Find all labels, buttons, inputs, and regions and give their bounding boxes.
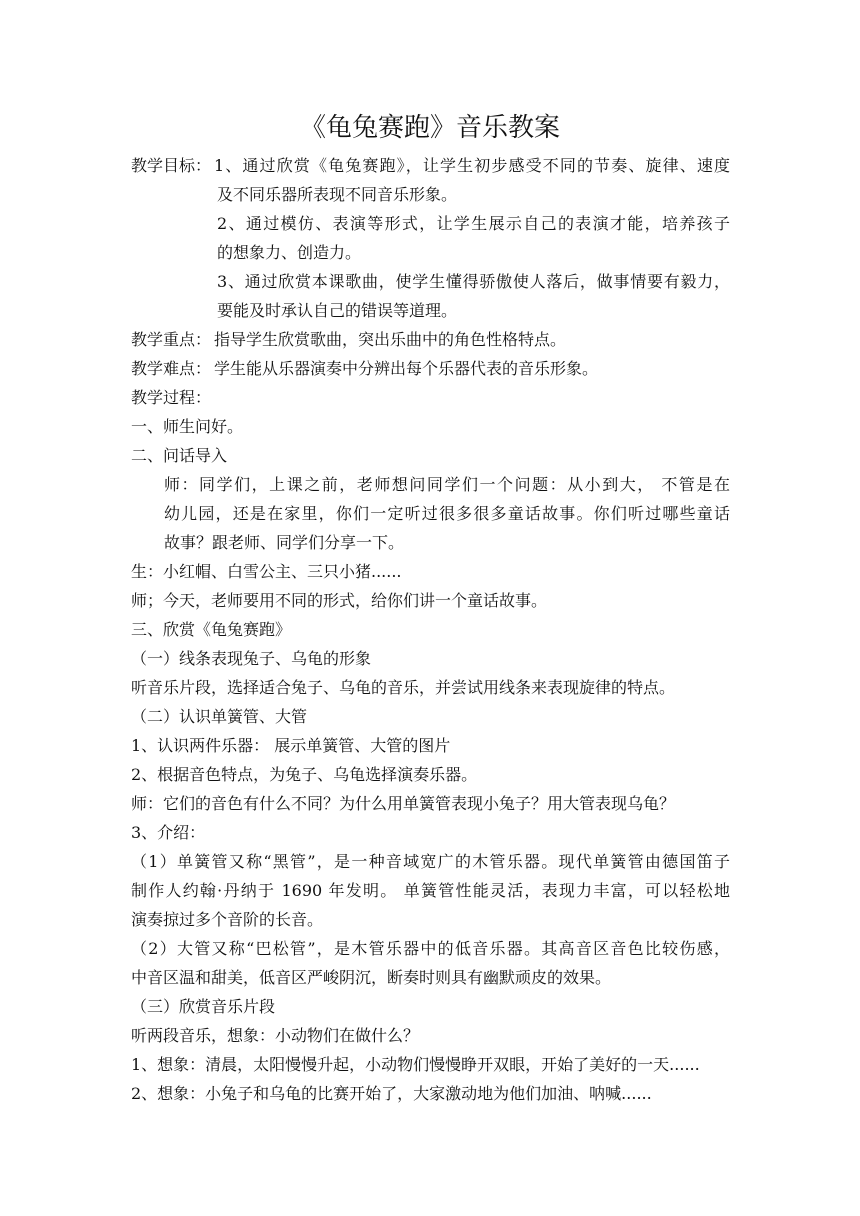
section-3: 三、欣赏《龟兔赛跑》 [131,620,292,639]
part-2-item-2: 2、根据音色特点，为兔子、乌龟选择演奏乐器。 [131,765,478,784]
part-3-heading: （三）欣赏音乐片段 [131,997,276,1016]
teacher-line-1a: 师：同学们，上课之前，老师想问同学们一个问题：从小到大， 不管是在 [164,475,730,494]
goal-3-line-2: 要能及时承认自己的错误等道理。 [217,301,458,320]
part-3-item-2: 2、想象：小兔子和乌龟的比赛开始了，大家激动地为他们加油、呐喊...... [131,1084,652,1103]
student-reply: 生：小红帽、白雪公主、三只小猪...... [131,562,402,581]
goal-2-line-1: 2、通过模仿、表演等形式，让学生展示自己的表演才能，培养孩子 [217,214,730,233]
difficulty-text: 学生能从乐器演奏中分辨出每个乐器代表的音乐形象。 [214,359,599,378]
teacher-line-1c: 故事？跟老师、同学们分享一下。 [164,533,405,552]
clarinet-line-3: 演奏掠过多个音阶的长音。 [131,910,324,929]
key-point-text: 指导学生欣赏歌曲，突出乐曲中的角色性格特点。 [214,330,567,349]
goals-label: 教学目标： [131,156,212,175]
part-1-text: 听音乐片段，选择适合兔子、乌龟的音乐，并尝试用线条来表现旋律的特点。 [131,678,676,697]
teacher-line-1b: 幼儿园，还是在家里，你们一定听过很多很多童话故事。你们听过哪些童话 [164,504,730,523]
bassoon-line-2: 中音区温和甜美，低音区严峻阴沉，断奏时则具有幽默顽皮的效果。 [131,968,612,987]
section-2: 二、问话导入 [131,446,228,465]
difficulty-label: 教学难点： [131,359,212,378]
clarinet-line-2: 制作人约翰·丹纳于 1690 年发明。 单簧管性能灵活，表现力丰富，可以轻松地 [131,881,730,900]
bassoon-line-1: （2）大管又称“巴松管”，是木管乐器中的低音乐器。其高音区音色比较伤感， [131,939,730,958]
section-1: 一、师生问好。 [131,417,244,436]
clarinet-line-1: （1）单簧管又称“黑管”，是一种音域宽广的木管乐器。现代单簧管由德国笛子 [131,852,730,871]
key-point-label: 教学重点： [131,330,212,349]
part-2-item-1: 1、认识两件乐器： 展示单簧管、大管的图片 [131,736,451,755]
part-2-teacher-question: 师：它们的音色有什么不同？为什么用单簧管表现小兔子？用大管表现乌龟？ [131,794,676,813]
part-1-heading: （一）线条表现兔子、乌龟的形象 [131,649,372,668]
process-heading: 教学过程： [131,388,212,407]
part-3-item-1: 1、想象：清晨，太阳慢慢升起，小动物们慢慢睁开双眼，开始了美好的一天...... [131,1055,700,1074]
part-3-text: 听两段音乐，想象：小动物们在做什么？ [131,1026,420,1045]
goal-2-line-2: 的想象力、创造力。 [217,243,362,262]
part-2-heading: （二）认识单簧管、大管 [131,707,308,726]
goal-1-line-2: 及不同乐器所表现不同音乐形象。 [217,185,458,204]
goal-3-line-1: 3、通过欣赏本课歌曲，使学生懂得骄傲使人落后，做事情要有毅力， [217,272,730,291]
teacher-line-2: 师；今天，老师要用不同的形式，给你们讲一个童话故事。 [131,591,548,610]
document-title: 《龟兔赛跑》音乐教案 [299,113,560,143]
goal-1-line-1: 1、通过欣赏《龟兔赛跑》，让学生初步感受不同的节奏、旋律、速度 [214,156,730,175]
part-2-item-3: 3、介绍： [131,823,206,842]
